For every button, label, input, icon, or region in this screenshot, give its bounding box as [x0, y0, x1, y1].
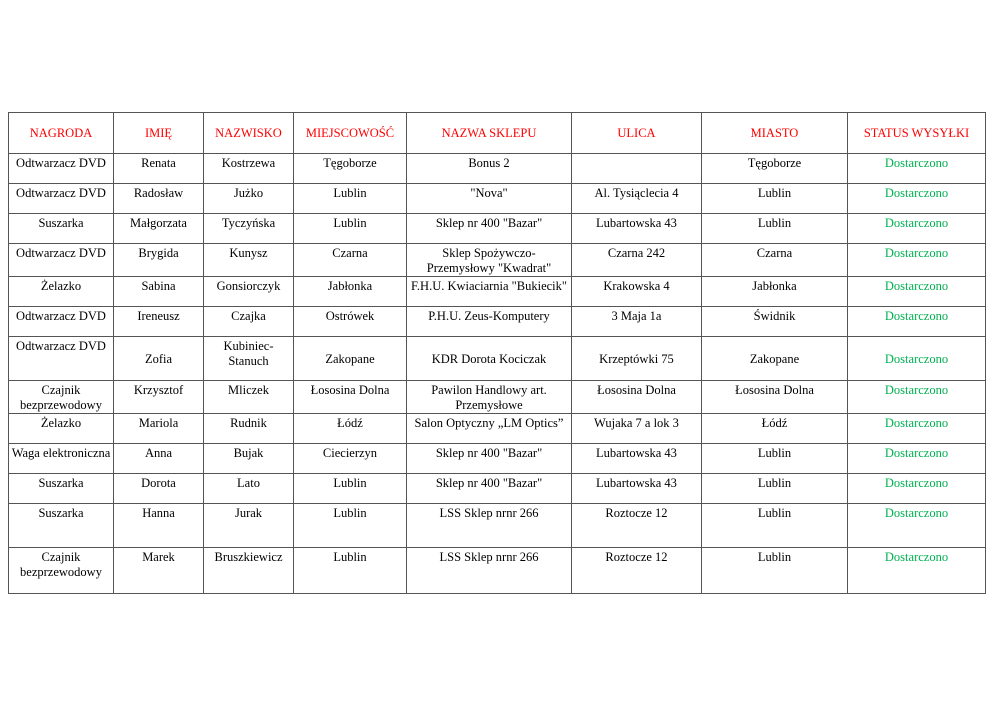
first-name-cell: Renata — [114, 154, 204, 184]
header-imie: IMIĘ — [114, 113, 204, 154]
shop-name-cell: F.H.U. Kwiaciarnia "Bukiecik" — [407, 277, 572, 307]
city-cell: Tęgoborze — [702, 154, 848, 184]
prize-cell: Waga elektroniczna — [9, 444, 114, 474]
city-cell: Lublin — [702, 184, 848, 214]
prize-cell: Suszarka — [9, 214, 114, 244]
prize-cell: Odtwarzacz DVD — [9, 184, 114, 214]
city-cell: Lublin — [702, 548, 848, 594]
street-cell: Lubartowska 43 — [572, 474, 702, 504]
header-row — [9, 113, 986, 154]
prize-cell: Suszarka — [9, 474, 114, 504]
first-name-cell: Marek — [114, 548, 204, 594]
table-row — [9, 548, 986, 594]
last-name-cell: Lato — [204, 474, 294, 504]
locality-cell: Lublin — [294, 548, 407, 594]
table-row — [9, 244, 986, 277]
header-nazwa-sklepu: NAZWA SKLEPU — [407, 113, 572, 154]
first-name-cell: Mariola — [114, 414, 204, 444]
last-name-cell: Rudnik — [204, 414, 294, 444]
last-name-cell: Kunysz — [204, 244, 294, 277]
header-nagroda: NAGRODA — [9, 113, 114, 154]
table-row — [9, 154, 986, 184]
prize-cell: Żelazko — [9, 277, 114, 307]
status-cell: Dostarczono — [848, 337, 986, 381]
locality-cell: Ciecierzyn — [294, 444, 407, 474]
prize-cell: Odtwarzacz DVD — [9, 307, 114, 337]
street-cell: Krzeptówki 75 — [572, 337, 702, 381]
table-row — [9, 381, 986, 414]
city-cell: Lublin — [702, 474, 848, 504]
locality-cell: Łódź — [294, 414, 407, 444]
last-name-cell: Czajka — [204, 307, 294, 337]
status-cell: Dostarczono — [848, 474, 986, 504]
street-cell: Lubartowska 43 — [572, 444, 702, 474]
first-name-cell: Anna — [114, 444, 204, 474]
shop-name-cell: Salon Optyczny „LM Optics” — [407, 414, 572, 444]
last-name-cell: Bruszkiewicz — [204, 548, 294, 594]
street-cell: Łososina Dolna — [572, 381, 702, 414]
header-status-wysylki: STATUS WYSYŁKI — [848, 113, 986, 154]
locality-cell: Lublin — [294, 184, 407, 214]
status-cell: Dostarczono — [848, 214, 986, 244]
street-cell: Al. Tysiąclecia 4 — [572, 184, 702, 214]
status-cell: Dostarczono — [848, 381, 986, 414]
city-cell: Lublin — [702, 444, 848, 474]
first-name-cell: Dorota — [114, 474, 204, 504]
last-name-cell: Tyczyńska — [204, 214, 294, 244]
first-name-cell: Ireneusz — [114, 307, 204, 337]
street-cell: Wujaka 7 a lok 3 — [572, 414, 702, 444]
prize-cell: Odtwarzacz DVD — [9, 154, 114, 184]
locality-cell: Łososina Dolna — [294, 381, 407, 414]
first-name-cell: Sabina — [114, 277, 204, 307]
last-name-cell: Gonsiorczyk — [204, 277, 294, 307]
table-row — [9, 277, 986, 307]
city-cell: Czarna — [702, 244, 848, 277]
city-cell: Świdnik — [702, 307, 848, 337]
table-row — [9, 214, 986, 244]
last-name-cell: Jurak — [204, 504, 294, 548]
street-cell: Roztocze 12 — [572, 504, 702, 548]
shop-name-cell: Pawilon Handlowy art. Przemysłowe — [407, 381, 572, 414]
locality-cell: Czarna — [294, 244, 407, 277]
locality-cell: Lublin — [294, 504, 407, 548]
first-name-cell: Hanna — [114, 504, 204, 548]
city-cell: Lublin — [702, 504, 848, 548]
status-cell: Dostarczono — [848, 444, 986, 474]
locality-cell: Zakopane — [294, 337, 407, 381]
status-cell: Dostarczono — [848, 277, 986, 307]
shop-name-cell: "Nova" — [407, 184, 572, 214]
table-row — [9, 184, 986, 214]
status-cell: Dostarczono — [848, 154, 986, 184]
shop-name-cell: Bonus 2 — [407, 154, 572, 184]
locality-cell: Ostrówek — [294, 307, 407, 337]
prize-cell: Czajnik bezprzewodowy — [9, 381, 114, 414]
locality-cell: Tęgoborze — [294, 154, 407, 184]
shop-name-cell: LSS Sklep nrnr 266 — [407, 504, 572, 548]
city-cell: Zakopane — [702, 337, 848, 381]
status-cell: Dostarczono — [848, 244, 986, 277]
first-name-cell: Krzysztof — [114, 381, 204, 414]
street-cell: Krakowska 4 — [572, 277, 702, 307]
shop-name-cell: Sklep nr 400 "Bazar" — [407, 214, 572, 244]
locality-cell: Jabłonka — [294, 277, 407, 307]
status-cell: Dostarczono — [848, 548, 986, 594]
shop-name-cell: P.H.U. Zeus-Komputery — [407, 307, 572, 337]
street-cell — [572, 154, 702, 184]
last-name-cell: Bujak — [204, 444, 294, 474]
city-cell: Łódź — [702, 414, 848, 444]
prize-shipping-table — [8, 112, 986, 594]
shop-name-cell: Sklep Spożywczo-Przemysłowy "Kwadrat" — [407, 244, 572, 277]
city-cell: Lublin — [702, 214, 848, 244]
prize-cell: Suszarka — [9, 504, 114, 548]
status-cell: Dostarczono — [848, 414, 986, 444]
table-row — [9, 307, 986, 337]
table-row — [9, 474, 986, 504]
table-row — [9, 444, 986, 474]
street-cell: Czarna 242 — [572, 244, 702, 277]
first-name-cell: Zofia — [114, 337, 204, 381]
header-ulica: ULICA — [572, 113, 702, 154]
locality-cell: Lublin — [294, 214, 407, 244]
locality-cell: Lublin — [294, 474, 407, 504]
last-name-cell: Jużko — [204, 184, 294, 214]
street-cell: Lubartowska 43 — [572, 214, 702, 244]
shop-name-cell: Sklep nr 400 "Bazar" — [407, 474, 572, 504]
first-name-cell: Radosław — [114, 184, 204, 214]
street-cell: Roztocze 12 — [572, 548, 702, 594]
prize-cell: Odtwarzacz DVD — [9, 244, 114, 277]
status-cell: Dostarczono — [848, 307, 986, 337]
prize-shipping-table-container — [8, 112, 985, 594]
first-name-cell: Małgorzata — [114, 214, 204, 244]
table-row — [9, 414, 986, 444]
prize-cell: Czajnik bezprzewodowy — [9, 548, 114, 594]
city-cell: Jabłonka — [702, 277, 848, 307]
table-row — [9, 337, 986, 381]
shop-name-cell: Sklep nr 400 "Bazar" — [407, 444, 572, 474]
status-cell: Dostarczono — [848, 504, 986, 548]
header-miejscowosc: MIEJSCOWOŚĆ — [294, 113, 407, 154]
street-cell: 3 Maja 1a — [572, 307, 702, 337]
shop-name-cell: LSS Sklep nrnr 266 — [407, 548, 572, 594]
table-row — [9, 504, 986, 548]
last-name-cell: Kubiniec-Stanuch — [204, 337, 294, 381]
first-name-cell: Brygida — [114, 244, 204, 277]
status-cell: Dostarczono — [848, 184, 986, 214]
header-miasto: MIASTO — [702, 113, 848, 154]
last-name-cell: Kostrzewa — [204, 154, 294, 184]
header-nazwisko: NAZWISKO — [204, 113, 294, 154]
prize-cell: Żelazko — [9, 414, 114, 444]
prize-cell: Odtwarzacz DVD — [9, 337, 114, 381]
city-cell: Łososina Dolna — [702, 381, 848, 414]
last-name-cell: Mliczek — [204, 381, 294, 414]
shop-name-cell: KDR Dorota Kociczak — [407, 337, 572, 381]
